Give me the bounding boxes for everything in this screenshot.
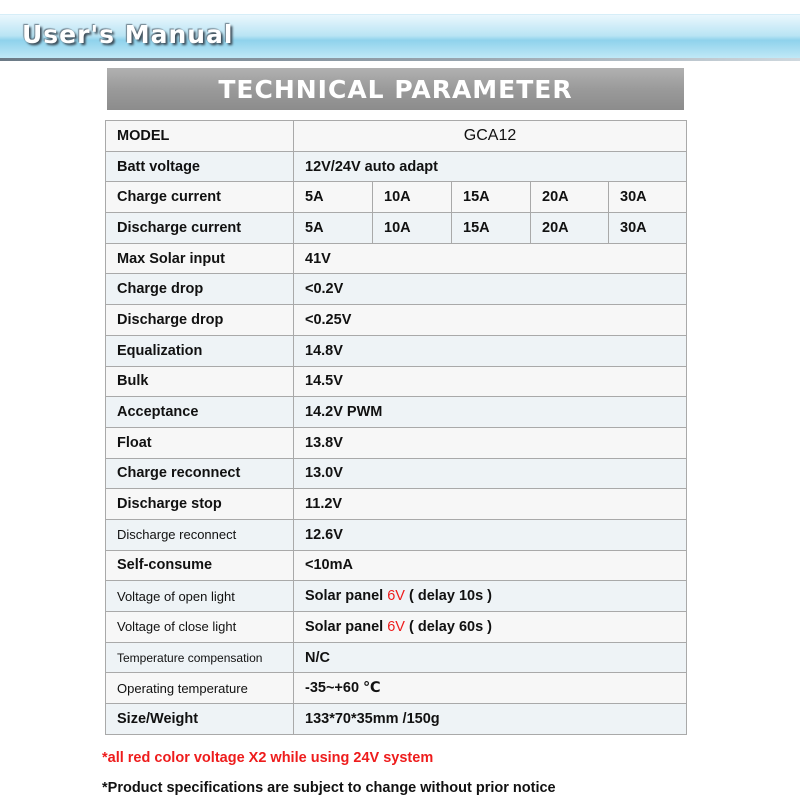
acceptance-label: Acceptance (106, 397, 294, 428)
discharge-current-value: 20A (531, 213, 609, 244)
table-row (106, 335, 687, 366)
red-voltage-note: *all red color voltage X2 while using 24V system (102, 750, 434, 766)
open-light-value (294, 581, 687, 612)
header-divider (0, 58, 800, 61)
charge-drop-label: Charge drop (106, 274, 294, 305)
equalization-label: Equalization (106, 335, 294, 366)
model-value: GCA12 (294, 121, 687, 152)
table-row (106, 213, 687, 244)
manual-title: User's Manual (22, 20, 234, 49)
close-light-label: Voltage of close light (106, 612, 294, 643)
table-row (106, 704, 687, 735)
table-row (106, 519, 687, 550)
charge-current-value: 10A (373, 182, 452, 213)
discharge-current-value: 5A (294, 213, 373, 244)
table-row (106, 243, 687, 274)
discharge-stop-label: Discharge stop (106, 489, 294, 520)
self-consume-value: <10mA (294, 550, 687, 581)
open-light-suffix: ( delay 10s ) (408, 588, 492, 605)
close-light-prefix: Solar panel (305, 618, 384, 635)
charge-current-value: 5A (294, 182, 373, 213)
table-row (106, 151, 687, 182)
table-row (106, 489, 687, 520)
size-weight-value: 133*70*35mm /150g (294, 704, 687, 735)
table-row (106, 182, 687, 213)
bulk-label: Bulk (106, 366, 294, 397)
charge-current-label: Charge current (106, 182, 294, 213)
table-row (106, 366, 687, 397)
self-consume-label: Self-consume (106, 550, 294, 581)
charge-current-value: 20A (531, 182, 609, 213)
max-solar-value: 41V (294, 243, 687, 274)
close-light-value (294, 612, 687, 643)
table-row (106, 274, 687, 305)
open-light-prefix: Solar panel (305, 588, 384, 605)
table-row (106, 458, 687, 489)
acceptance-value: 14.2V PWM (294, 397, 687, 428)
size-weight-label: Size/Weight (106, 704, 294, 735)
model-label: MODEL (106, 121, 294, 152)
float-value: 13.8V (294, 427, 687, 458)
table-row (106, 581, 687, 612)
discharge-current-label: Discharge current (106, 213, 294, 244)
table-row (106, 427, 687, 458)
charge-reconnect-value: 13.0V (294, 458, 687, 489)
discharge-reconnect-value: 12.6V (294, 519, 687, 550)
discharge-drop-value: <0.25V (294, 305, 687, 336)
temp-comp-value: N/C (294, 642, 687, 673)
temp-comp-label: Temperature compensation (106, 642, 294, 673)
table-row (106, 397, 687, 428)
charge-reconnect-label: Charge reconnect (106, 458, 294, 489)
table-row (106, 642, 687, 673)
close-light-suffix: ( delay 60s ) (408, 618, 492, 635)
equalization-value: 14.8V (294, 335, 687, 366)
discharge-drop-label: Discharge drop (106, 305, 294, 336)
open-light-label: Voltage of open light (106, 581, 294, 612)
charge-current-value: 30A (609, 182, 687, 213)
batt-voltage-value: 12V/24V auto adapt (294, 151, 687, 182)
operating-temp-label: Operating temperature (106, 673, 294, 704)
table-row (106, 550, 687, 581)
table-row (106, 612, 687, 643)
open-light-voltage: 6V (387, 588, 405, 605)
spec-change-notice: *Product specifications are subject to change without prior notice (102, 780, 556, 796)
table-row (106, 305, 687, 336)
charge-drop-value: <0.2V (294, 274, 687, 305)
discharge-current-value: 30A (609, 213, 687, 244)
batt-voltage-label: Batt voltage (106, 151, 294, 182)
discharge-stop-value: 11.2V (294, 489, 687, 520)
spec-table (105, 120, 687, 735)
float-label: Float (106, 427, 294, 458)
discharge-current-value: 10A (373, 213, 452, 244)
discharge-reconnect-label: Discharge reconnect (106, 519, 294, 550)
bulk-value: 14.5V (294, 366, 687, 397)
table-row (106, 673, 687, 704)
max-solar-label: Max Solar input (106, 243, 294, 274)
charge-current-value: 15A (452, 182, 531, 213)
table-row (106, 121, 687, 152)
operating-temp-value: -35~+60 ℃ (294, 673, 687, 704)
technical-parameter-banner: TECHNICAL PARAMETER (107, 68, 684, 110)
close-light-voltage: 6V (387, 618, 405, 635)
discharge-current-value: 15A (452, 213, 531, 244)
